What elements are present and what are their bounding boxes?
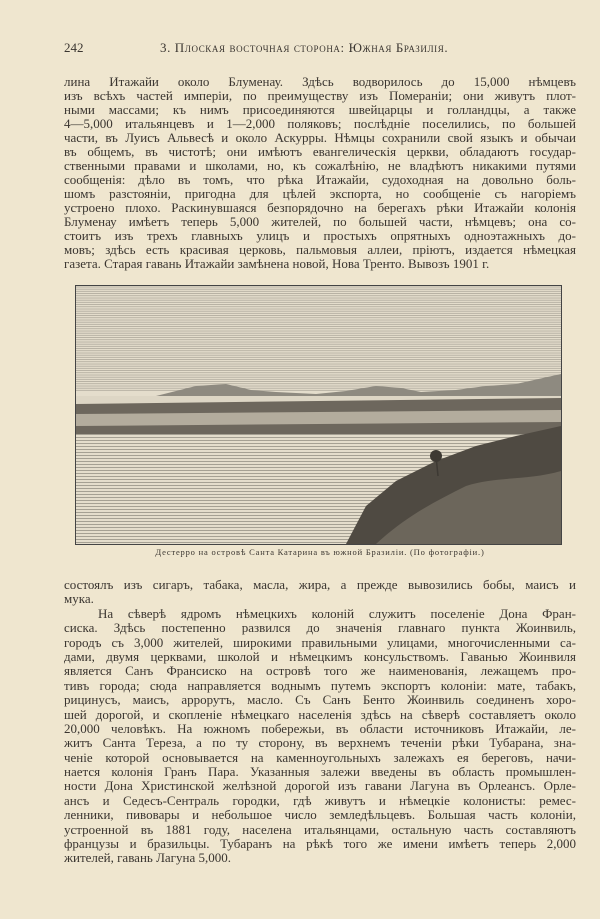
running-title: 3. Плоская восточная сторона: Южная Бразилія. (160, 40, 449, 55)
text-line: шей дорогой, и скопленіе нѣмецкаго населенія здѣсь на сѣверѣ составляетъ около (64, 707, 576, 722)
text-line: является Санъ Франсиско на островѣ того же наименованія, лежащемъ про- (64, 664, 576, 679)
text-line: ленники, пивовары и небольшое число земледѣльцевъ. Большая часть колоніи, (64, 808, 576, 823)
text-line: изъ всѣхъ частей имперіи, по преимуществу изъ Помераніи; они живутъ плот- (64, 89, 576, 103)
text-line: устроенной въ 1881 году, населена итальянцами, остальную часть составляютъ (64, 822, 576, 837)
text-line: шомъ разстояніи, пригодна для цѣлей экспорта, но сообщеніе съ нагоріемъ (64, 187, 576, 201)
text-line: состоялъ изъ сигаръ, табака, масла, жира, а прежде вывозились бобы, маисъ и (64, 578, 576, 592)
text-line: городъ съ 3,000 жителей, широкими правильными улицами, многочисленными са- (64, 635, 576, 650)
text-line: рицинусъ, маисъ, аррорутъ, масло. Съ Санъ Бенто Жоинвиль соединенъ хоро- (64, 693, 576, 708)
text-line: жителей, гавань Лагуна 5,000. (64, 851, 231, 866)
text-line: ственными правами и школами, но, къ сожалѣнію, не владѣютъ никакими путями (64, 159, 576, 173)
text-line: французы и бразильцы. Тубаранъ на рѣкѣ того же имени имѣетъ теперь 2,000 (64, 837, 576, 852)
text-after-figure (64, 578, 576, 866)
text-line: 20,000 человѣкъ. На южномъ побережьи, въ области источниковъ Итажайи, ле- (64, 721, 576, 736)
text-line: ности Дона Христинской желѣзной дорогой изъ гавани Лагуна въ Орлеансъ. Орле- (64, 779, 576, 794)
text-line: въ общемъ, въ чистотѣ; они имѣютъ евангелическія церкви, обладаютъ государ- (64, 145, 576, 159)
text-line: ченіе которой основывается на каменноугольныхъ залежахъ ея береговъ, начи- (64, 750, 576, 765)
text-line: мука. (64, 592, 94, 607)
page-number: 242 (64, 40, 84, 55)
text-line: тивъ города; сюда направляется воднымъ путемъ экспортъ колоніи: мате, табакъ, (64, 678, 576, 693)
text-line: стоитъ изъ трехъ главныхъ улицъ и простыхъ опрятныхъ одноэтажныхъ до- (64, 229, 576, 243)
text-line: газета. Старая гавань Итажайи замѣнена новой, Нова Тренто. Вывозъ 1901 г. (64, 257, 490, 271)
text-line: мовъ; здѣсь есть красивая церковь, пальмовыя аллеи, пріютъ, издается нѣмецкая (64, 243, 576, 257)
text-line: ансъ и Седесъ-Сентраль городки, гдѣ живутъ и нѣмецкіе колонисты: ремес- (64, 793, 576, 808)
text-line: части, въ Луисъ Альвесѣ и около Аскурры. Нѣмцы сохранили свой языкъ и обычаи (64, 131, 576, 145)
sky (76, 286, 561, 391)
text-line: устроено плохо. Раскинувшаяся безпорядочно на берегахъ рѣки Итажайи колонія (64, 201, 576, 215)
text-line: сообщенія: дѣло въ томъ, что рѣка Итажайи, судоходная на довольно боль- (64, 173, 576, 187)
harbor-illustration (76, 286, 561, 544)
paragraph-1 (64, 75, 576, 271)
text-line: 4—5,000 итальянцевъ и 1—2,000 поляковъ; послѣдніе поселились, по большей (64, 117, 576, 131)
engraving-desterro (75, 285, 562, 545)
text-line: житъ Санта Тереза, а по ту сторону, въ верхнемъ теченіи рѣки Тубарана, зна- (64, 736, 576, 751)
text-line: Блуменау имѣетъ теперь 5,000 жителей, по большей части, нѣмцевъ; она со- (64, 215, 576, 229)
text-line: сиска. Здѣсь постепенно развился до значенія главнаго пункта Жоинвиль, (64, 621, 576, 636)
text-line: дами, двумя церквами, школой и нѣмецкимъ консульствомъ. Гаванью Жоинвиля (64, 649, 576, 664)
text-line: ными массами; къ нимъ присоединяются швейцарцы и голландцы, а также (64, 103, 576, 117)
text-line: На сѣверѣ ядромъ нѣмецкихъ колоній служитъ поселеніе Дона Фран- (98, 606, 576, 621)
figure-caption: Дестерро на островѣ Санта Катарина въ южной Бразиліи. (По фотографіи.) (155, 547, 485, 557)
text-line: лина Итажайи около Блуменау. Здѣсь водворилось до 15,000 нѣмцевъ (64, 75, 576, 89)
text-line: нается колонія Гранъ Пара. Указанныя залежи введены въ область промышлен- (64, 765, 576, 780)
